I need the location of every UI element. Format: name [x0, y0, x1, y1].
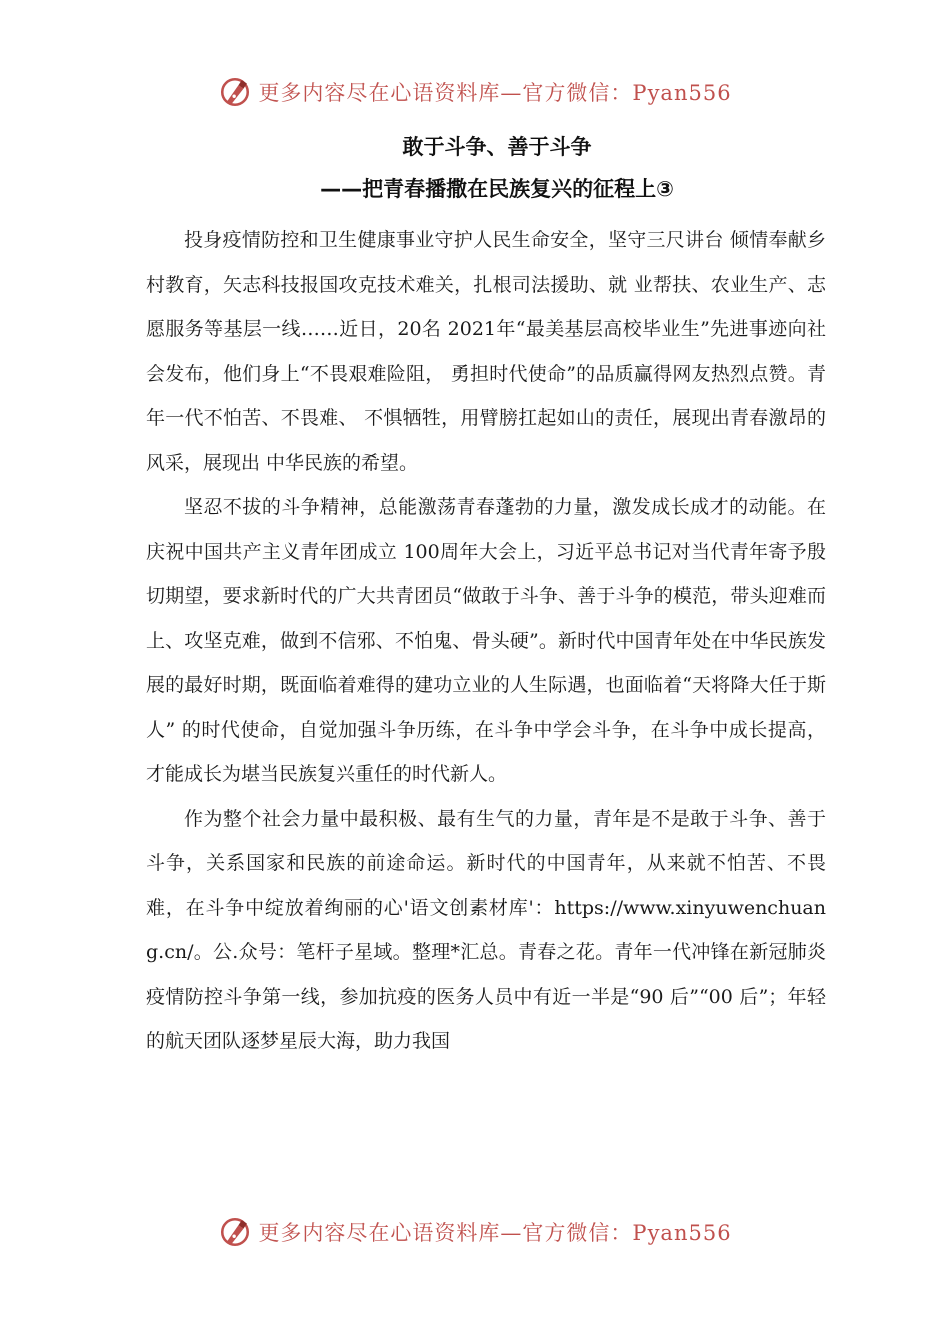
pen-nib-logo-icon [218, 1215, 252, 1249]
header-banner [0, 72, 950, 112]
article-title: 敢于斗争、善于斗争 [402, 135, 592, 159]
paragraph-1: 投身疫情防控和卫生健康事业守护人民生命安全，坚守三尺讲台 倾情奉献乡村教育，矢志科技报国攻克技术难关，扎根司法援助、就 业帮扶、农业生产、志愿服务等基层一线……近日，20名 2021年“最美基层高校毕业生”先进事迹向社会发布，他们身上“不畏艰难险阻， 勇担时代使命”的品质赢得网友热烈点赞。青年一代不怕苦、不畏难、 不惧牺牲，用臂膀扛起如山的责任，展现出青春激昂的风采，展现出 中华民族的希望。 [146, 229, 826, 474]
paragraph-2: 坚忍不拔的斗争精神，总能激荡青春蓬勃的力量，激发成长成才的动能。在庆祝中国共产主义青年团成立 100周年大会上，习近平总书记对当代青年寄予殷切期望，要求新时代的广大共青团员“做敢于斗争、善于斗争的模范，带头迎难而上、攻坚克难，做到不信邪、不怕鬼、骨头硬”。新时代中国青年处在中华民族发展的最好时期，既面临着难得的建功立业的人生际遇，也面临着“天将降大任于斯人” 的时代使命，自觉加强斗争历练，在斗争中学会斗争，在斗争中成长提高，才能成长为堪当民族复兴重任的时代新人。 [146, 496, 826, 785]
footer-banner [0, 1212, 950, 1252]
article-subtitle: ——把青春播撒在民族复兴的征程上③ [320, 177, 674, 201]
banner-text-footer: 更多内容尽在心语资料库—官方微信：Pyan556 [258, 1221, 732, 1245]
banner-text: 更多内容尽在心语资料库—官方微信：Pyan556 [258, 81, 732, 105]
paragraph-3: 作为整个社会力量中最积极、最有生气的力量，青年是不是敢于斗争、善于斗争，关系国家和民族的前途命运。新时代的中国青年，从来就不怕苦、不畏难，在斗争中绽放着绚丽的心'语文创素材库'：https://www.xinyuwenchuang.cn/。公.众号：笔杆子星域。整理*汇总。青春之花。青年一代冲锋在新冠肺炎疫情防控斗争第一线，参加抗疫的医务人员中有近一半是“90 后”“00 后”；年轻的航天团队逐梦星辰大海，助力我国 [146, 807, 826, 1052]
article-body [146, 218, 826, 1064]
pen-nib-logo-icon [218, 75, 252, 109]
